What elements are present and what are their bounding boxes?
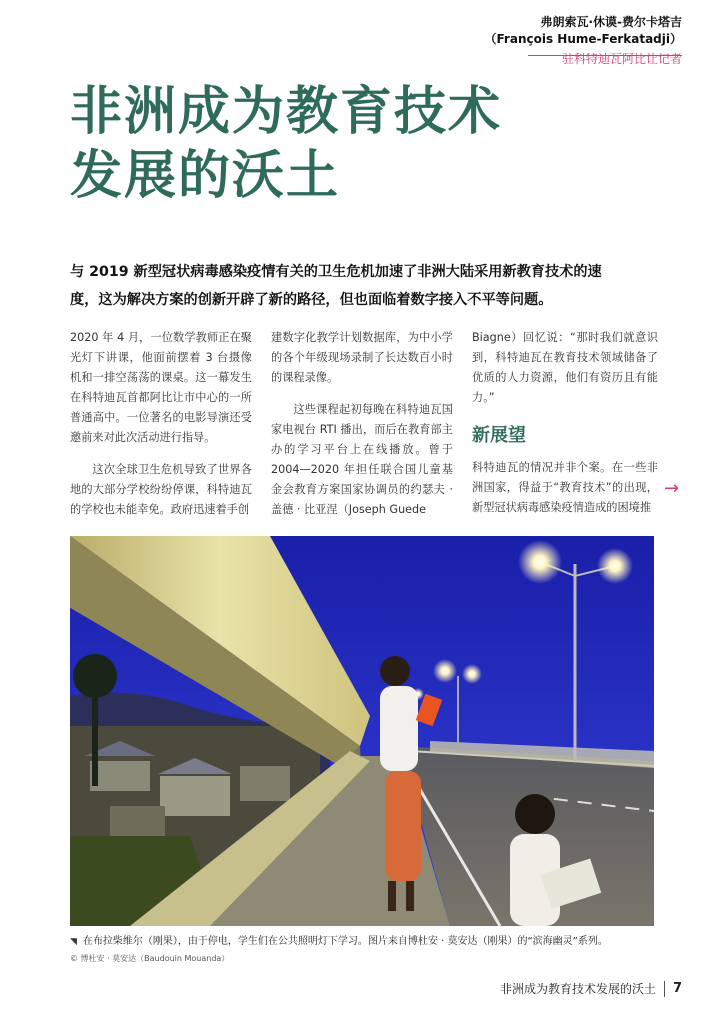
footer-divider (664, 981, 665, 997)
body-column-1 (70, 328, 252, 520)
page-number: 7 (672, 981, 682, 996)
article-photo (70, 536, 654, 926)
author-latin-name: （François Hume-Ferkatadji） (484, 32, 682, 46)
running-title: 非洲成为教育技术发展的沃土 (499, 982, 656, 996)
body-column-2 (271, 328, 453, 520)
byline-divider (528, 55, 682, 56)
caption-text: 在布拉柴维尔（刚果），由于停电，学生们在公共照明灯下学习。图片来自博杜安 · 莫安达（刚果）的“滨海幽灵”系列。 (82, 936, 608, 947)
photo-caption (70, 934, 660, 950)
caption-marker-icon: ◥ (70, 937, 77, 947)
body-paragraph: 2020 年 4 月，一位数学教师正在聚光灯下讲课，他面前摆着 3 台摄像机和一排空荡荡的课桌。这一幕发生在科特迪瓦首都阿比让市中心的一所普通高中。一位著名的电影导演还受邀前来对此次活动进行指导。 (70, 331, 252, 444)
body-column-3 (472, 328, 658, 518)
author-role: 驻科特迪瓦阿比让记者 (561, 52, 682, 66)
author-name: 弗朗索瓦·休谟-费尔卡塔吉 (540, 15, 682, 29)
body-paragraph: 建数字化教学计划数据库，为中小学的各个年级现场录制了长达数百小时的课程录像。 (271, 331, 453, 384)
page-footer (500, 980, 682, 997)
body-paragraph: 这些课程起初每晚在科特迪瓦国家电视台 RTI 播出，而后在教育部主办的学习平台上在线播放。曾于 2004—2020 年担任联合国儿童基金会教育方案国家协调员的约瑟夫 · 盖德 · 比亚涅（Joseph Guede (271, 403, 453, 516)
continue-arrow-icon[interactable]: → (664, 478, 680, 499)
section-subheading: 新展望 (472, 425, 526, 446)
body-paragraph: 这次全球卫生危机导致了世界各地的大部分学校纷纷停课，科特迪瓦的学校也未能幸免。政府迅速着手创 (70, 463, 252, 516)
body-paragraph: Biagne）回忆说：“那时我们就意识到，科特迪瓦在教育技术领域储备了优质的人力资源，他们有资历且有能力。” (472, 331, 658, 404)
article-lead: 与 2019 新型冠状病毒感染疫情有关的卫生危机加速了非洲大陆采用新教育技术的速度，这为解决方案的创新开辟了新的路径，但也面临着数字接入不平等问题。 (70, 264, 602, 308)
byline (485, 14, 683, 68)
body-paragraph: 科特迪瓦的情况并非个案。在一些非洲国家，得益于“教育技术”的出现，新型冠状病毒感染疫情造成的困境推 (472, 461, 658, 514)
article-title: 非洲成为教育技术发展的沃土 (70, 82, 503, 206)
photo-credit: © 博杜安 · 莫安达（Baudouin Mouanda） (70, 954, 230, 963)
